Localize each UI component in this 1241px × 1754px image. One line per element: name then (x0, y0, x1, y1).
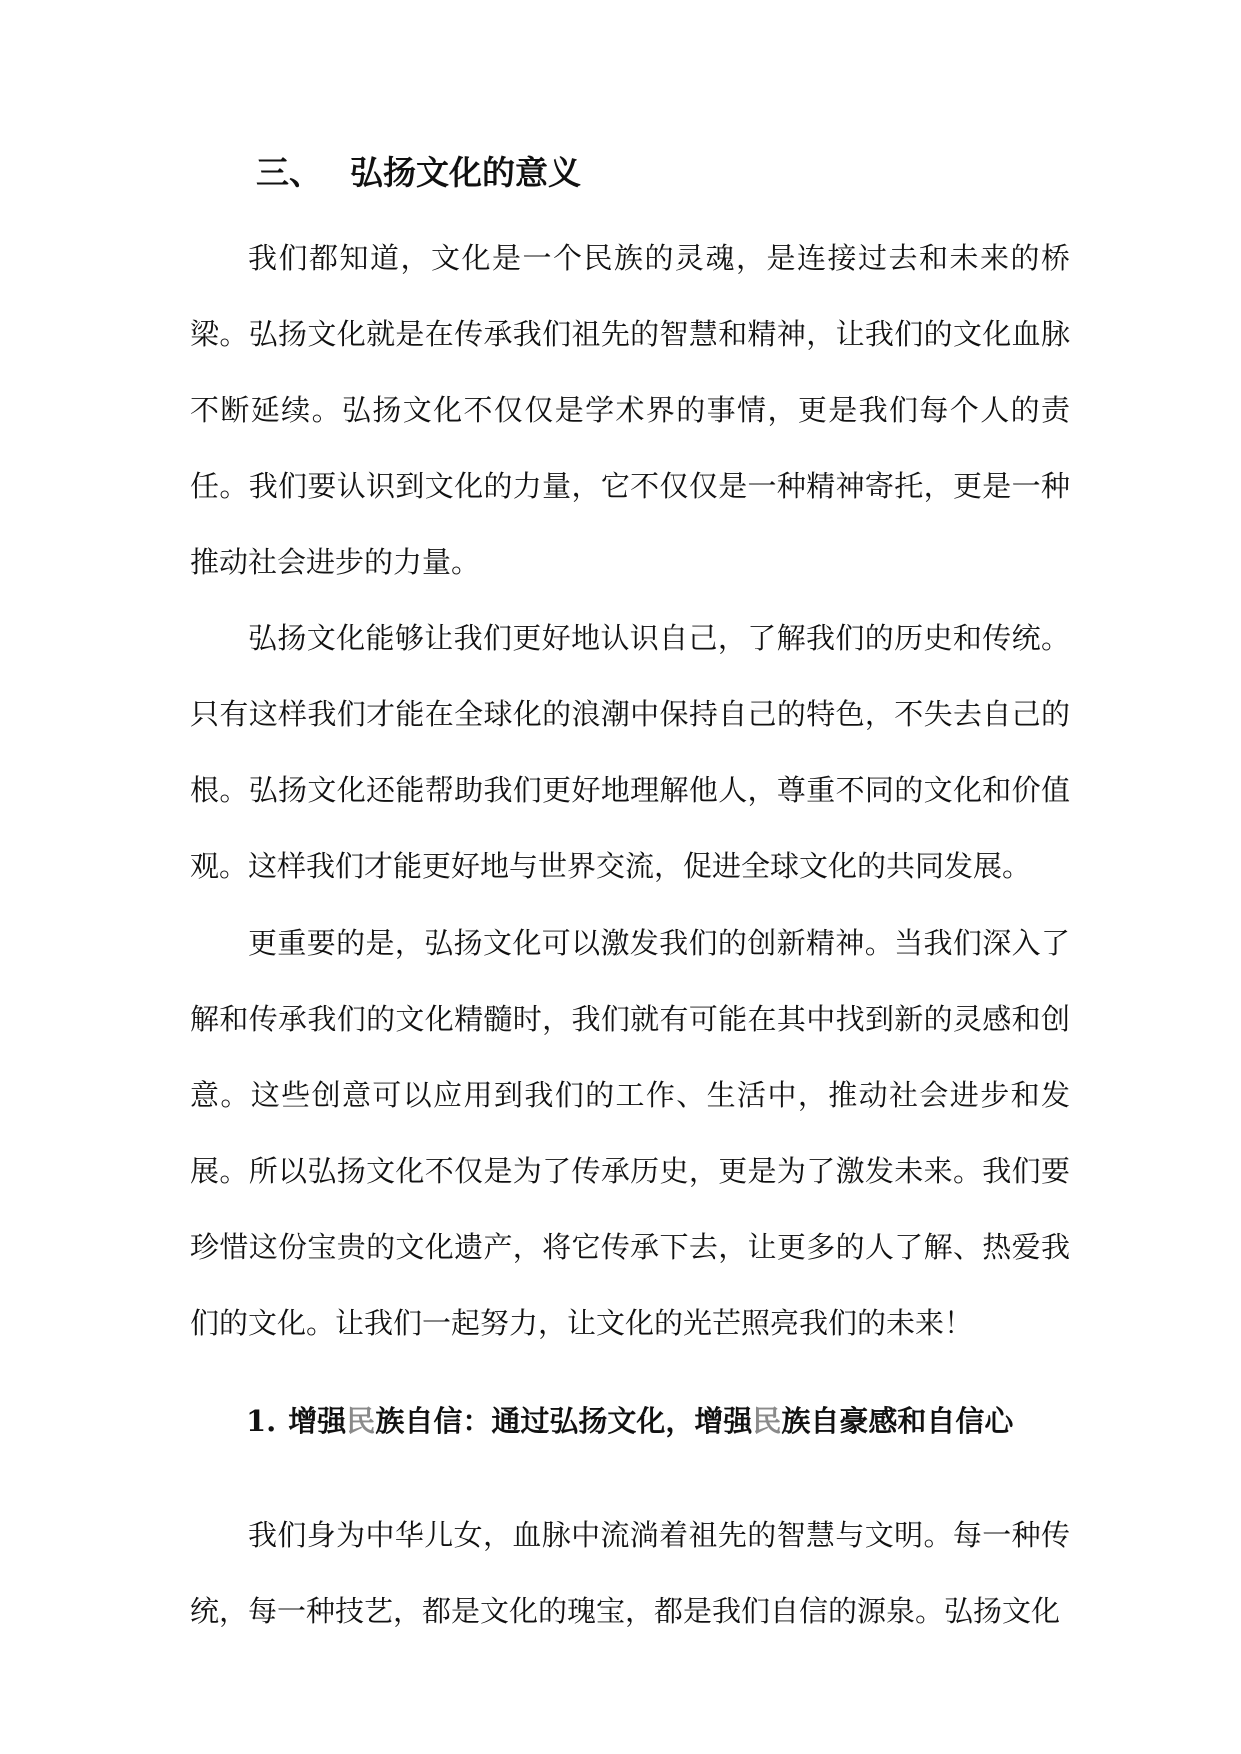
subsection-title-highlight: 民 (752, 1404, 782, 1438)
section-heading (256, 150, 581, 196)
subsection-paragraph: 我们身为中华儿女，血脉中流淌着祖先的智慧与文明。每一种传统，每一种技艺，都是文化的瑰宝，都是我们自信的源泉。弘扬文化 (190, 1518, 1070, 1628)
section-number: 三、 (256, 153, 322, 192)
subsection-title-part: 增强 (288, 1404, 347, 1438)
section-title: 弘扬文化的意义 (350, 153, 581, 192)
body-paragraph: 更重要的是，弘扬文化可以激发我们的创新精神。当我们深入了解和传承我们的文化精髓时，我们就有可能在其中找到新的灵感和创意。这些创意可以应用到我们的工作、生活中，推动社会进步和发展。所以弘扬文化不仅是为了传承历史，更是为了激发未来。我们要珍惜这份宝贵的文化遗产，将它传承下去，让更多的人了解、热爱我们的文化。让我们一起努力，让文化的光芒照亮我们的未来！ (190, 926, 1070, 1340)
subsection-title-part: 族自豪感和自信心 (781, 1404, 1014, 1438)
body-paragraph: 弘扬文化能够让我们更好地认识自己，了解我们的历史和传统。只有这样我们才能在全球化的浪潮中保持自己的特色，不失去自己的根。弘扬文化还能帮助我们更好地理解他人，尊重不同的文化和价值观。这样我们才能更好地与世界交流，促进全球文化的共同发展。 (190, 621, 1070, 883)
subsection-number: 1. (246, 1404, 277, 1438)
subsection-heading (246, 1398, 1013, 1444)
subsection-title-highlight: 民 (346, 1404, 376, 1438)
body-paragraph: 我们都知道，文化是一个民族的灵魂，是连接过去和未来的桥梁。弘扬文化就是在传承我们祖先的智慧和精神，让我们的文化血脉不断延续。弘扬文化不仅仅是学术界的事情，更是我们每个人的责任。我们要认识到文化的力量，它不仅仅是一种精神寄托，更是一种推动社会进步的力量。 (190, 241, 1070, 579)
subsection-title-part: 族自信：通过弘扬文化，增强 (375, 1404, 753, 1438)
